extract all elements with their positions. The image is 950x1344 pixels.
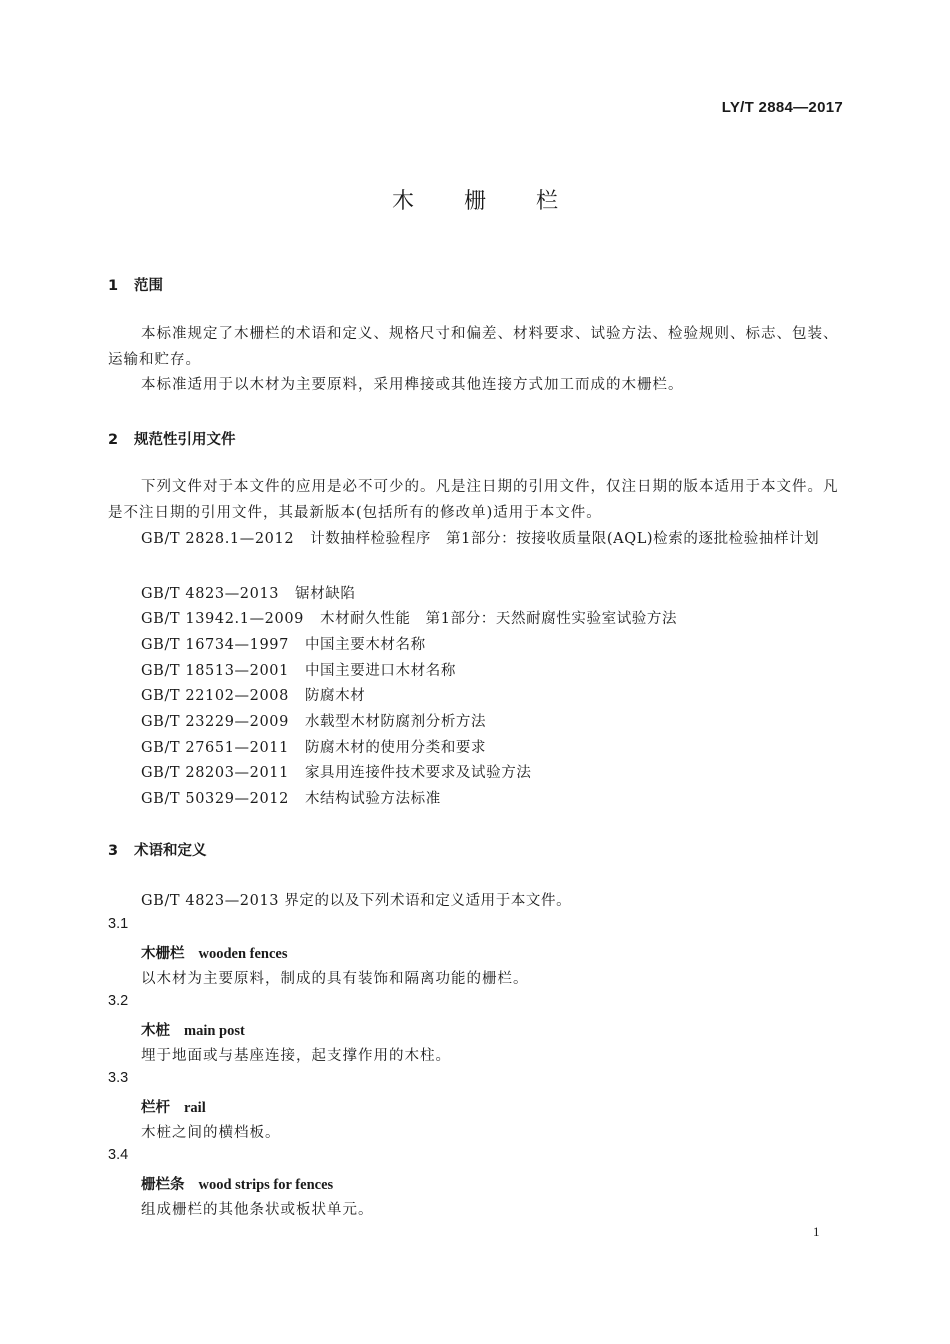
reference-item [141,736,486,757]
reference-name: 木材耐久性能 第1部分：天然耐腐性实验室试验方法 [319,611,678,627]
term-name [141,1096,206,1117]
reference-item [108,527,843,553]
reference-item [141,582,356,603]
standard-code: LY/T 2884—2017 [721,99,843,116]
reference-code: GB/T 4823—2013 [141,586,280,602]
term-name-en: wood strips for fences [198,1177,334,1193]
reference-code: GB/T 27651—2011 [141,740,289,756]
term-number: 3.3 [108,1070,129,1086]
scope-paragraph-2: 本标准适用于以木材为主要原料，采用榫接或其他连接方式加工而成的木栅栏。 [141,377,684,393]
reference-code: GB/T 22102—2008 [141,688,289,704]
reference-name: 中国主要木材名称 [304,637,426,653]
reference-name: 防腐木材 [304,688,366,704]
reference-name: 水载型木材防腐剂分析方法 [304,714,487,730]
reference-item [141,607,677,628]
references-intro: 下列文件对于本文件的应用是必不可少的。凡是注日期的引用文件，仅注日期的版本适用于本文件。凡是不注日期的引用文件，其最新版本(包括所有的修改单)适用于本文件。 [108,479,839,521]
reference-name: 家具用连接件技术要求及试验方法 [304,765,532,781]
term-name-zh: 木栅栏 [141,945,185,962]
section-title: 规范性引用文件 [134,432,236,448]
section-number: 2 [108,432,119,448]
term-number: 3.4 [108,1147,129,1163]
reference-item [141,659,456,680]
reference-name: 锯材缺陷 [295,586,356,602]
term-name [141,942,288,963]
term-number: 3.1 [108,916,129,932]
reference-name: 防腐木材的使用分类和要求 [304,740,487,756]
document-title: 木栅栏 [391,189,608,214]
reference-code: GB/T 50329—2012 [141,791,289,807]
reference-item [141,633,426,654]
section-1-heading [108,274,163,295]
section-title: 范围 [134,278,163,294]
term-name-zh: 木桩 [141,1022,170,1039]
reference-item [141,684,365,705]
section-number: 1 [108,278,119,294]
section-3-heading [108,839,207,860]
section-number: 3 [108,843,119,859]
reference-code: GB/T 23229—2009 [141,714,289,730]
reference-item [141,710,486,731]
term-name-en: rail [184,1100,206,1116]
reference-item [141,787,441,808]
reference-name: 木结构试验方法标准 [304,791,441,807]
reference-code: GB/T 28203—2011 [141,765,289,781]
reference-code: GB/T 16734—1997 [141,637,289,653]
page-number: 1 [813,1224,820,1239]
reference-code: GB/T 2828.1—2012 [141,531,295,547]
term-number: 3.2 [108,993,129,1009]
term-name-zh: 栏杆 [141,1099,170,1116]
term-name-en: main post [184,1023,245,1039]
term-name [141,1019,245,1040]
reference-code: GB/T 13942.1—2009 [141,611,304,627]
term-name [141,1173,333,1194]
section-2-heading [108,428,236,449]
section-title: 术语和定义 [134,843,207,859]
term-definition: 埋于地面或与基座连接，起支撑作用的木柱。 [141,1048,451,1064]
term-name-zh: 栅栏条 [141,1176,185,1193]
term-definition: 组成栅栏的其他条状或板状单元。 [141,1202,374,1218]
reference-name: 中国主要进口木材名称 [304,663,456,679]
scope-paragraph-1: 本标准规定了木栅栏的术语和定义、规格尺寸和偏差、材料要求、试验方法、检验规则、标志、包装、运输和贮存。 [108,326,839,368]
term-definition: 木桩之间的横档板。 [141,1125,281,1141]
reference-name: 计数抽样检验程序 第1部分：按接收质量限(AQL)检索的逐批检验抽样计划 [310,531,820,547]
terms-intro: GB/T 4823—2013 界定的以及下列术语和定义适用于本文件。 [141,893,572,909]
term-name-en: wooden fences [198,946,288,962]
reference-code: GB/T 18513—2001 [141,663,289,679]
reference-item [141,761,531,782]
term-definition: 以木材为主要原料，制成的具有装饰和隔离功能的栅栏。 [141,971,529,987]
